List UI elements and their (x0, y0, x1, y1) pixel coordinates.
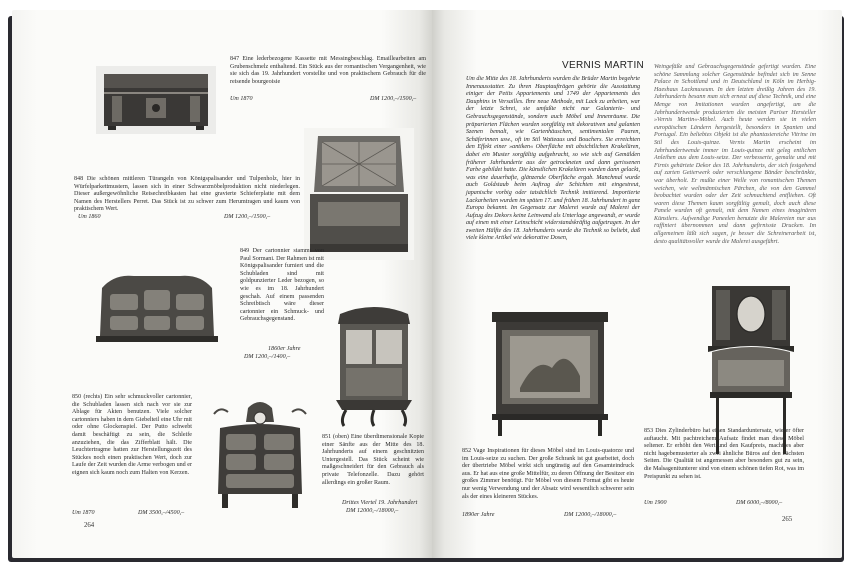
item-847-text: 847 Eine lederbezogene Kassette mit Messingbeschlag. Emaillearbeiten am Grubenschmelz enthaltend. Ein Stück aus der romantischen Vergangenheit, wie sie sich das 19. Jahrhundert vorstellte und von praktischem Gebrauch für die reisende bourgeoisie (230, 56, 426, 85)
item-853-date: Um 1900 (644, 500, 667, 506)
cartonnier-clock-photo (208, 394, 312, 512)
intro-text: Um die Mitte des 18. Jahrhunderts wurden die Brüder Martin begehrte Innenausstatter. Zu ihren Hauptaufträgen gehörte die Ausstattung einiger der Petits Appartements und 1749 der Appartements des Dauphins in Versailles. Ihre neue Methode, mit Lack zu arbeiten, war der letzte Schrei, sie umfaßte nicht nur Galanterie- und Gebrauchsgegenstände, sondern auch Möbel und Innenräume. Die präparierten Flächen wurden sorgfältig mit dekorativen und galanten Szenen bemalt, wie Gartenhäuschen, sentimentalen Paaren, Schäferinnen usw., oft im Stil Watteaus und Bouchers. Sie erreichten den Effekt einer »antiken« Oberfläche mit absichtlichen Krakelüren, dabei ein Muster sorgfältig aufgebracht, so wie sich auf Gemälden früherer Jahrhunderte aus der getrockneten und dann gerissenen Farbe gebildet hatte. Die künstlichen Krakelüren wurden dann gelackt, was eine dauerhafte, glänzende Oberfläche ergab. Manchmal wurde auch Goldstaub beim Auftrag der Schichten mit eingestreut, japanische vorbig oder tatsächlich Technik imitierend. Importierte Lackarbeiten wurden im späten 17. und frühen 18. Jahrhundert in ganz Europa bekannt. Im Gegensatz zur Malerei wurde auf Malerei der Aufzug des Dekors keine Leinwand als Unterlage angewandt, er wurde auf einen mit einer Leinschicht widerstandskräftig aufgetragen. In der zweiten Hälfte des 18. Jahrhunderts wurde die Technik so beliebt, daß viele kleine Artikel wie dekorative Dosen, (466, 76, 640, 242)
sedan-chair-photo (326, 300, 422, 428)
open-book (8, 10, 844, 562)
item-851-text: 851 (oben) Eine überdimensionale Kopie einer Sänfte aus der Mitte des 18. Jahrhunderts auf einem geschnitzten Untergestell. Das Stück scheint wie maßgeschneidert für den Gebrauch als private Telefonzelle. Dazu gehört allerdings ein großer Raum. (322, 434, 424, 486)
right-page-number: 265 (782, 516, 793, 523)
item-852-text: 852 Vage Inspirationen für dieses Möbel sind im Louis-quatorze und im Louis-seize zu suchen. Der große Schrank ist gut gearbeitet, doch der übertriebe Möbel wirkt sich ungünstig auf den Gesamteindruck aus. Er hat aus eine große Mittelfür, zu deren Öffnung der Besitzer ein großes Zimmer benötigt. Für Möbel von diesem Format gibt es heute nur wenig Verwendung und der Absatz wird wesentlich schwerer sein als der eines kleineren Stückes. (462, 448, 634, 500)
vernis-martin-cabinet-photo (486, 306, 614, 438)
item-850-price: DM 3500,–/4500,– (138, 510, 185, 516)
item-848-date: Um 1860 (78, 214, 101, 220)
item-851-date: Drittes Viertel 19. Jahrhundert (342, 500, 418, 506)
right-page (432, 10, 842, 558)
item-847-date: Um 1870 (230, 96, 253, 102)
item-850-date: Um 1870 (72, 510, 95, 516)
item-848-text: 848 Die schönen mittleren Türangeln von Königspalisander und Tulpenholz, hier in Würfelparkettmustern, lassen sich in einer Schwarzmöbelproduktion nicht niederlegen. Dieser außergewöhnliche Reisechreibkasten hat eine gravierte Schieferplatte mit dem Namen des Herstellers Perret. Das Stück ist zu schwer zum Herumtragen und kaum von praktischem Wert. (74, 176, 300, 213)
item-849-date: 1860er Jahre (268, 346, 301, 352)
casket-photo (94, 64, 218, 136)
item-850-text: 850 (rechts) Ein sehr schmuckvoller cartonnier, die Schubladen lassen sich nach vor sie zur Ablage für Akten benutzen. Viele solcher cartonniers haben in dem Giebelteil eine Uhr mit oder ohne Glockenspiel. Der Putto schwebt damit beschäftigt zu sein, die Schleife anzuziehen, die das Zifferblatt hält. Die Leuchtertragme hatten zur Herstellungszeit des Stückes noch einen praktischen Wert, doch zur Laufe der Zeit wurden die Arme verbogen und er eignen sich kaum noch zum Halten von Kerzen. (72, 394, 192, 476)
item-849-price: DM 1200,–/1400,– (244, 354, 291, 360)
item-853-price: DM 6000,–/8000,– (736, 500, 783, 506)
cartonnier-photo (94, 266, 220, 348)
left-page (12, 10, 432, 558)
item-853-text: 853 Dies Zylinderbüro hat einen Standarduntersatz, wie er öfter auftaucht. Mit pachtreichem Aufsatz findet man diese Möbel seltener. Er erhöht den Wert und den Kaufpreis, macht es aber nicht hagebemusterter als zwei ähnliche Büros auf den nächsten Seiten. Die Qualität ist angemessen aber besonders gut zu sein, die Malsagenitunterer sind von einem schönen tiefen Rot, was im Preispunkt zu sehen ist. (644, 428, 804, 480)
item-849-text: 849 Der cartonnier stammt von Paul Sormani. Der Rahmen ist mit Königspalisander furniert und die Schubladen sind mit goldpunzierter Leder bezogen, so wie es im 18. Jahrhundert geschah. Auf einem passenden Schreibtisch wäre dieser cartonnier ein Schmuck- und Gebrauchsgegenstand. (240, 248, 324, 323)
item-852-date: 1890er Jahre (462, 512, 495, 518)
item-847-price: DM 1200,–/1500,– (370, 96, 417, 102)
item-851-price: DM 12000,–/18000,– (346, 508, 399, 514)
left-page-number: 264 (84, 522, 95, 529)
item-848-price: DM 1200,–/1500,– (224, 214, 271, 220)
item-852-price: DM 12000,–/18000,– (564, 512, 617, 518)
section-heading: VERNIS MARTIN (562, 60, 645, 71)
right-column-text: Weingefäße und Gebrauchsgegenstände gefertigt wurden. Eine schöne Sammlung solcher Gegenstände befindet sich im Senne Palace in Schottland und in Deutschland in Köln im Herbig-Haeshaus Lackmuseum. In den letzten dreißig Jahren des 19. Jahrhunderts besann man sich erneut auf diese Technik, und eine Menge von Imitationen wurden angefertigt, um die Jahrhundertwende produzierten die meisten Pariser Hersteller »Vernis Martin«-Möbel. Auch heute werden sie in vielen europäischen Ländern hergestellt, besonders in Spanien und Portugal. Ein beliebtes Objekt ist die phantasiereiche Vitrine im Stil des Louis-quinze. Vernis Martin erscheint im Jahrhundertwende immer im Louis-quinze mit geleg entlichen Anleihen aus dem Louis-seize. Der verbesserte, gemalte und mit Firnis gehärtete Dekor des 18. Jahrhunderts, der sich festgehend auf zarten Getierwerk oder verschlungene Bänder beschränkte, war überholt. Er mußte einer Welle von romantischen Themen weichen, wie weltmännischen Pärchen, die von den Gammel beobachtet wurden oder der Zeit schmachtend entfliehen. Oft waren diese Themen kaum sorgfältig gemalt, doch auch diese Panele wurden oft gemalt, mit dem Namen eines imaginären Künstlers. Aufwendige Paneelen benutzte die Malereien nur aus raffiniert übernommen und dann gefirnisste Drucken. Im allgemeinen läßt sich sagen, je besser die Schreinerarbeit ist, desto qualitätsvoller wurde die Malerei ausgeführt. (654, 64, 816, 245)
writing-box-photo (304, 128, 414, 260)
